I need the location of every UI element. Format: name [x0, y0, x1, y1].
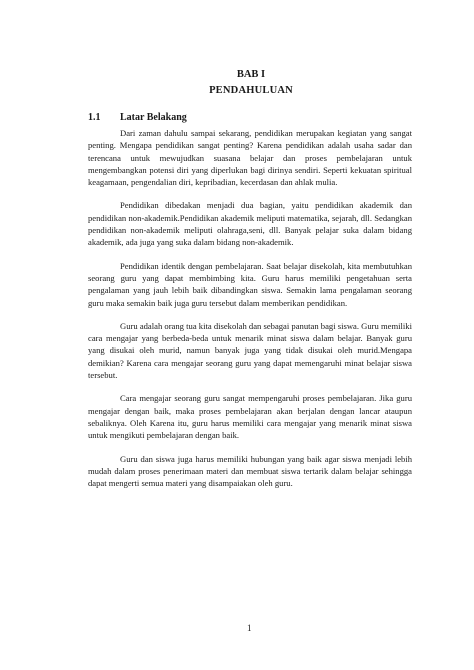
paragraph-1: Dari zaman dahulu sampai sekarang, pendidikan merupakan kegiatan yang sangat penting. Mengapa pendidikan sangat penting? Karena pendidikan adalah usaha sadar dan terencana untuk mewujudkan suasana belajar dan proses pembelajaran untuk mengembangkan potensi diri yang diperlukan bagi dirinya sendiri. Seperti kekuatan spiritual keagamaan, pengendalian diri, kepribadian, kecerdasan dan ahlak mulia.: [88, 128, 412, 188]
paragraph-6: Guru dan siswa juga harus memiliki hubungan yang baik agar siswa menjadi lebih mudah dalam proses penerimaan materi dan membuat siswa tertarik dalam belajar sehingga dapat mengerti semua materi yang disampaiakan oleh guru.: [88, 453, 412, 489]
body-text: [88, 127, 412, 500]
paragraph-5: Cara mengajar seorang guru sangat mempengaruhi proses pembelajaran. Jika guru mengajar dengan baik, maka proses pembelajaran akan berjalan dengan lancar ataupun sebaliknya. Oleh Karena itu, guru harus memiliki cara mengajar yang menarik minat siswa untuk mengikuti pembelajaran dengan baik.: [88, 393, 412, 441]
section-heading: [88, 111, 187, 124]
chapter-title: PENDAHULUAN: [209, 85, 293, 96]
page-number: 1: [247, 623, 252, 633]
paragraph-4: Guru adalah orang tua kita disekolah dan sebagai panutan bagi siswa. Guru memiliki cara mengajar yang berbeda-beda untuk menarik minat siswa dalam belajar. Banyak guru yang disukai oleh murid, namun banyak juga yang tidak disukai oleh murid.Mengapa demikian? Karena cara mengajar seorang guru yang dapat memengaruhi minat belajar siswa tersebut.: [88, 320, 412, 381]
paragraph-3: Pendidikan identik dengan pembelajaran. Saat belajar disekolah, kita membutuhkan seorang guru yang dapat membimbing kita. Guru harus memiliki pengetahuan serta pengalaman yang jauh lebih baik dibandingkan siswa. Semakin lama pengalaman seorang guru maka semakin baik juga guru tersebut dalam memberikan pendidikan.: [88, 260, 412, 308]
section-number: 1.1: [88, 112, 101, 123]
chapter-label: BAB I: [236, 69, 266, 80]
paragraph-2: Pendidikan dibedakan menjadi dua bagian, yaitu pendidikan akademik dan pendidikan non-akademik.Pendidikan akademik meliputi matematika, sejarah, dll. Sedangkan pendidikan non-akademik meliputi olahraga,seni, dll. Banyak pelajar suka dalam bidang akademik, ada juga yang suka dalam bidang non-akademik.: [88, 200, 412, 248]
section-title: Latar Belakang: [120, 112, 187, 123]
